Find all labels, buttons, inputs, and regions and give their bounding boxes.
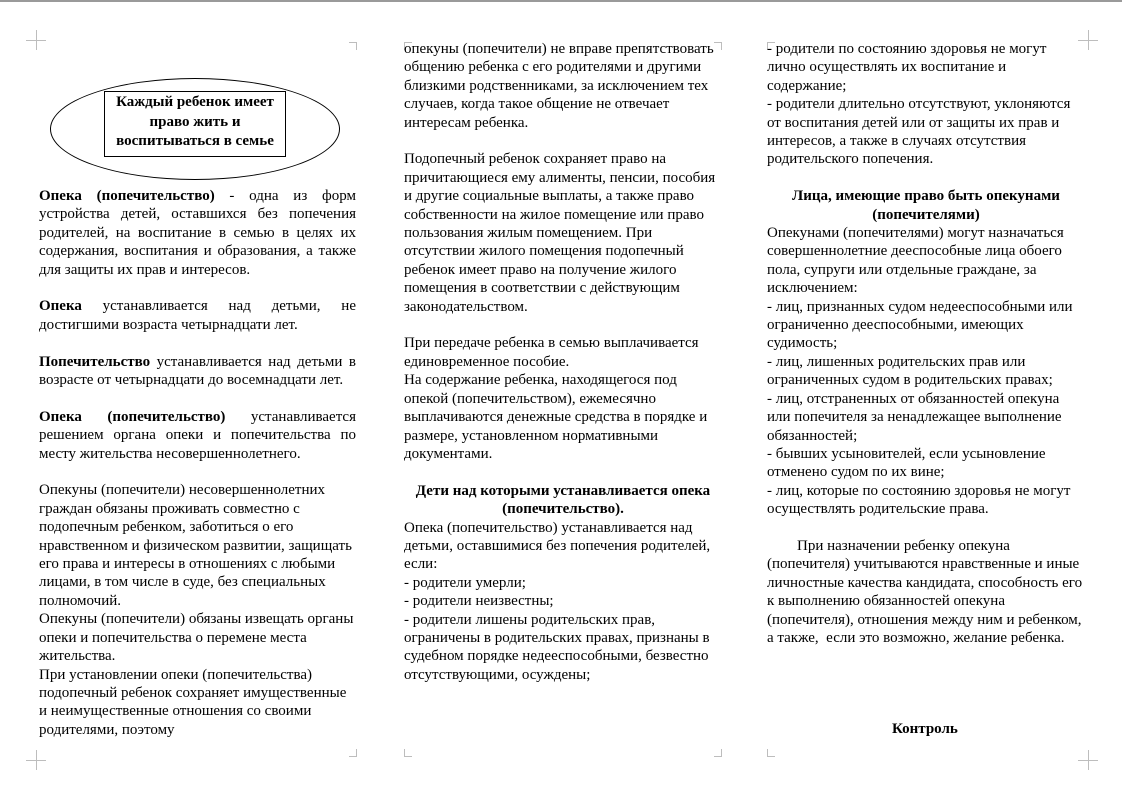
condition-item-1: - родители умерли; [404,574,526,591]
condition-item-4: - родители по состоянию здоровья не могут лично осуществлять их воспитание и содержание; [767,41,1047,94]
opeka-text: устанавливается над детьми, не достигшими возраста четырнадцати лет. [39,298,356,333]
duties-paragraph: Опекуны (попечители) несовершеннолетних граждан обязаны проживать совместно с подопечным ребенком, заботиться о его нравственном и физическом развитии, защищать его права и интересы в отношениях с любыми лицами, в том числе в суде, без специальных полномочий. [39,482,352,609]
popechitelstvo-paragraph [39,353,356,390]
top-border [0,0,1122,2]
section-heading-guardians: Лица, имеющие право быть опекунами (попечителями) [792,188,1060,223]
decision-text: устанавливается решением органа опеки и попечительства по месту жительства несовершеннолетнего. [39,408,356,462]
term-guardianship-2: Опека (попечительство) [39,408,226,425]
conditions-paragraph: Опека (попечительство) устанавливается над детьми, оставшимися без попечения родителей, если: [404,519,711,573]
definition-text: - одна из форм устройства детей, оставшихся без попечения родителей, на воспитание в семью в целях их содержания, воспитания и образования, а также для защиты их прав и интересов. [39,188,356,278]
popechitelstvo-text: устанавливается над детьми в возрасте от четырнадцати до восемнадцати лет. [39,353,356,389]
decision-paragraph [39,408,356,463]
opeka-paragraph [39,297,356,334]
eligibility-paragraph: Опекунами (попечителями) могут назначаться совершеннолетние дееспособные лица обоего пола, супруги или отдельные граждане, за исключением: [767,225,1064,297]
column-right [767,40,1085,740]
term-guardianship: Опека (попечительство) [39,188,215,204]
rights-paragraph: Подопечный ребенок сохраняет право на причитающиеся ему алименты, пенсии, пособия и другие социальные выплаты, а также право собственности на жилое помещение или право пользования жилым помещением. При отсутствии жилого помещения подопечный ребенок имеет право на получение жилого помещения в соответствии с действующим законодательством. [404,151,716,315]
slogan-box [104,91,286,157]
exception-item-4: - бывших усыновителей, если усыновление отменено судом по их вине; [767,445,1046,481]
exception-item-2: - лиц, лишенных родительских прав или ограниченных судом в родительских правах; [767,353,1053,389]
exception-item-1: - лиц, признанных судом недееспособными или ограниченно дееспособными, имеющих судимость; [767,298,1073,352]
maintenance-paragraph: На содержание ребенка, находящегося под опекой (попечительством), ежемесячно выплачиваются денежные средства в порядке и размере, установленном нормативными документами. [404,372,708,462]
slogan-line-2: право жить и [149,113,241,130]
definition-paragraph [39,187,356,279]
column-left [39,187,356,759]
column-middle [404,40,722,722]
relations-paragraph: При установлении опеки (попечительства) подопечный ребенок сохраняет имущественные и неимущественные отношения со своими родителями, поэтому [39,666,347,738]
section-heading-children: Дети над которыми устанавливается опека (попечительство). [415,482,711,518]
notify-paragraph: Опекуны (попечители) обязаны извещать органы опеки и попечительства о перемене места жительства. [39,611,354,665]
condition-item-5: - родители длительно отсутствуют, уклоняются от воспитания детей или от защиты их прав и интересов, а также в случаях отсутствия родительского попечения. [767,96,1071,168]
allowance-paragraph: При передаче ребенка в семью выплачивается единовременное пособие. [404,335,699,370]
control-heading: Контроль [892,721,958,737]
communication-paragraph: опекуны (попечители) не вправе препятствовать общению ребенка с его родителями и другими близкими родственниками, за исключением тех случаев, когда такое общение не отвечает интересам ребенка. [404,41,714,131]
condition-item-3: - родители лишены родительских прав, ограничены в родительских правах, признаны в судебном порядке недееспособными, безвестно отсутствующими, осуждены; [404,611,710,683]
exception-item-5: - лиц, которые по состоянию здоровья не могут осуществлять родительские права. [767,482,1071,518]
slogan-line-3: воспитываться в семье [116,133,274,149]
condition-item-2: - родители неизвестны; [404,593,554,610]
term-popechitelstvo: Попечительство [39,353,151,370]
slogan-line-1: Каждый ребенок имеет [116,94,274,110]
exception-item-3: - лиц, отстраненных от обязанностей опекуна или попечителя за ненадлежащее выполнение обязанностей; [767,390,1062,444]
appointment-paragraph: При назначении ребенку опекуна (попечителя) учитываются нравственные и иные личностные качества кандидата, способность его к выполнению обязанностей опекуна (попечителя), отношения между ним и ребенком, а также, если это возможно, желание ребенка. [767,537,1086,646]
term-opeka: Опека [39,298,82,315]
